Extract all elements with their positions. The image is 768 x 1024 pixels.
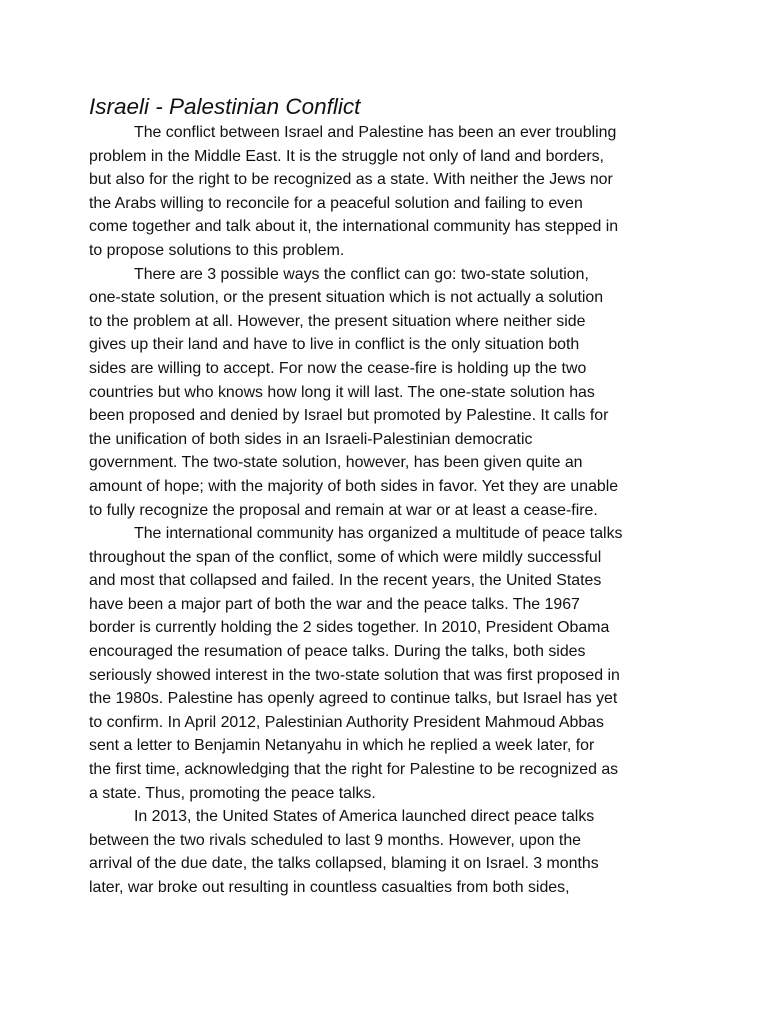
paragraph-line: have been a major part of both the war and the peace talks. The 1967: [89, 595, 580, 613]
paragraph-line: arrival of the due date, the talks collapsed, blaming it on Israel. 3 months: [89, 855, 599, 873]
paragraph-line: one-state solution, or the present situation which is not actually a solution: [89, 289, 604, 307]
paragraph-line: countries but who knows how long it will last. The one-state solution has: [89, 383, 595, 401]
paragraph-line: to confirm. In April 2012, Palestinian Authority President Mahmoud Abbas: [89, 713, 604, 731]
paragraph-line: problem in the Middle East. It is the struggle not only of land and borders,: [89, 147, 604, 165]
document-body: [89, 121, 689, 900]
paragraph-line: a state. Thus, promoting the peace talks.: [89, 784, 376, 802]
paragraph-line: In 2013, the United States of America launched direct peace talks: [134, 808, 595, 826]
paragraph-line: encouraged the resumation of peace talks. During the talks, both sides: [89, 643, 586, 661]
paragraph-line: sent a letter to Benjamin Netanyahu in which he replied a week later, for: [89, 737, 595, 755]
paragraph-line: The international community has organized a multitude of peace talks: [134, 525, 623, 543]
paragraph-line: There are 3 possible ways the conflict can go: two-state solution,: [134, 265, 589, 283]
paragraph-line: come together and talk about it, the international community has stepped in: [89, 218, 619, 236]
document-title: Israeli - Palestinian Conflict: [89, 94, 361, 119]
paragraph-line: the Arabs willing to reconcile for a peaceful solution and failing to even: [89, 194, 583, 212]
paragraph-line: sides are willing to accept. For now the cease-fire is holding up the two: [89, 359, 587, 377]
paragraph-line: to propose solutions to this problem.: [89, 241, 345, 259]
paragraph-line: between the two rivals scheduled to last 9 months. However, upon the: [89, 831, 582, 849]
paragraph-line: The conflict between Israel and Palestine has been an ever troubling: [134, 124, 617, 141]
paragraph-line: the first time, acknowledging that the right for Palestine to be recognized as: [89, 761, 619, 779]
paragraph-line: the unification of both sides in an Israeli-Palestinian democratic: [89, 430, 533, 448]
paragraph-line: later, war broke out resulting in countless casualties from both sides,: [89, 879, 570, 896]
paragraph-line: throughout the span of the conflict, some of which were mildly successful: [89, 548, 602, 566]
paragraph-3: [89, 522, 689, 805]
paragraph-line: government. The two-state solution, however, has been given quite an: [89, 454, 583, 472]
paragraph-line: border is currently holding the 2 sides together. In 2010, President Obama: [89, 619, 610, 637]
paragraph-line: to the problem at all. However, the present situation where neither side: [89, 312, 586, 330]
paragraph-line: amount of hope; with the majority of both sides in favor. Yet they are unable: [89, 477, 619, 495]
paragraph-line: the 1980s. Palestine has openly agreed to continue talks, but Israel has yet: [89, 690, 618, 708]
paragraph-line: seriously showed interest in the two-state solution that was first proposed in: [89, 666, 620, 684]
paragraph-line: to fully recognize the proposal and remain at war or at least a cease-fire.: [89, 501, 598, 519]
paragraph-line: gives up their land and have to live in conflict is the only situation both: [89, 336, 580, 354]
paragraph-2: [89, 263, 689, 523]
paragraph-line: and most that collapsed and failed. In the recent years, the United States: [89, 572, 602, 590]
paragraph-line: been proposed and denied by Israel but promoted by Palestine. It calls for: [89, 407, 609, 425]
paragraph-4: [89, 805, 689, 899]
paragraph-line: but also for the right to be recognized as a state. With neither the Jews nor: [89, 171, 613, 189]
paragraph-1: [89, 121, 689, 263]
